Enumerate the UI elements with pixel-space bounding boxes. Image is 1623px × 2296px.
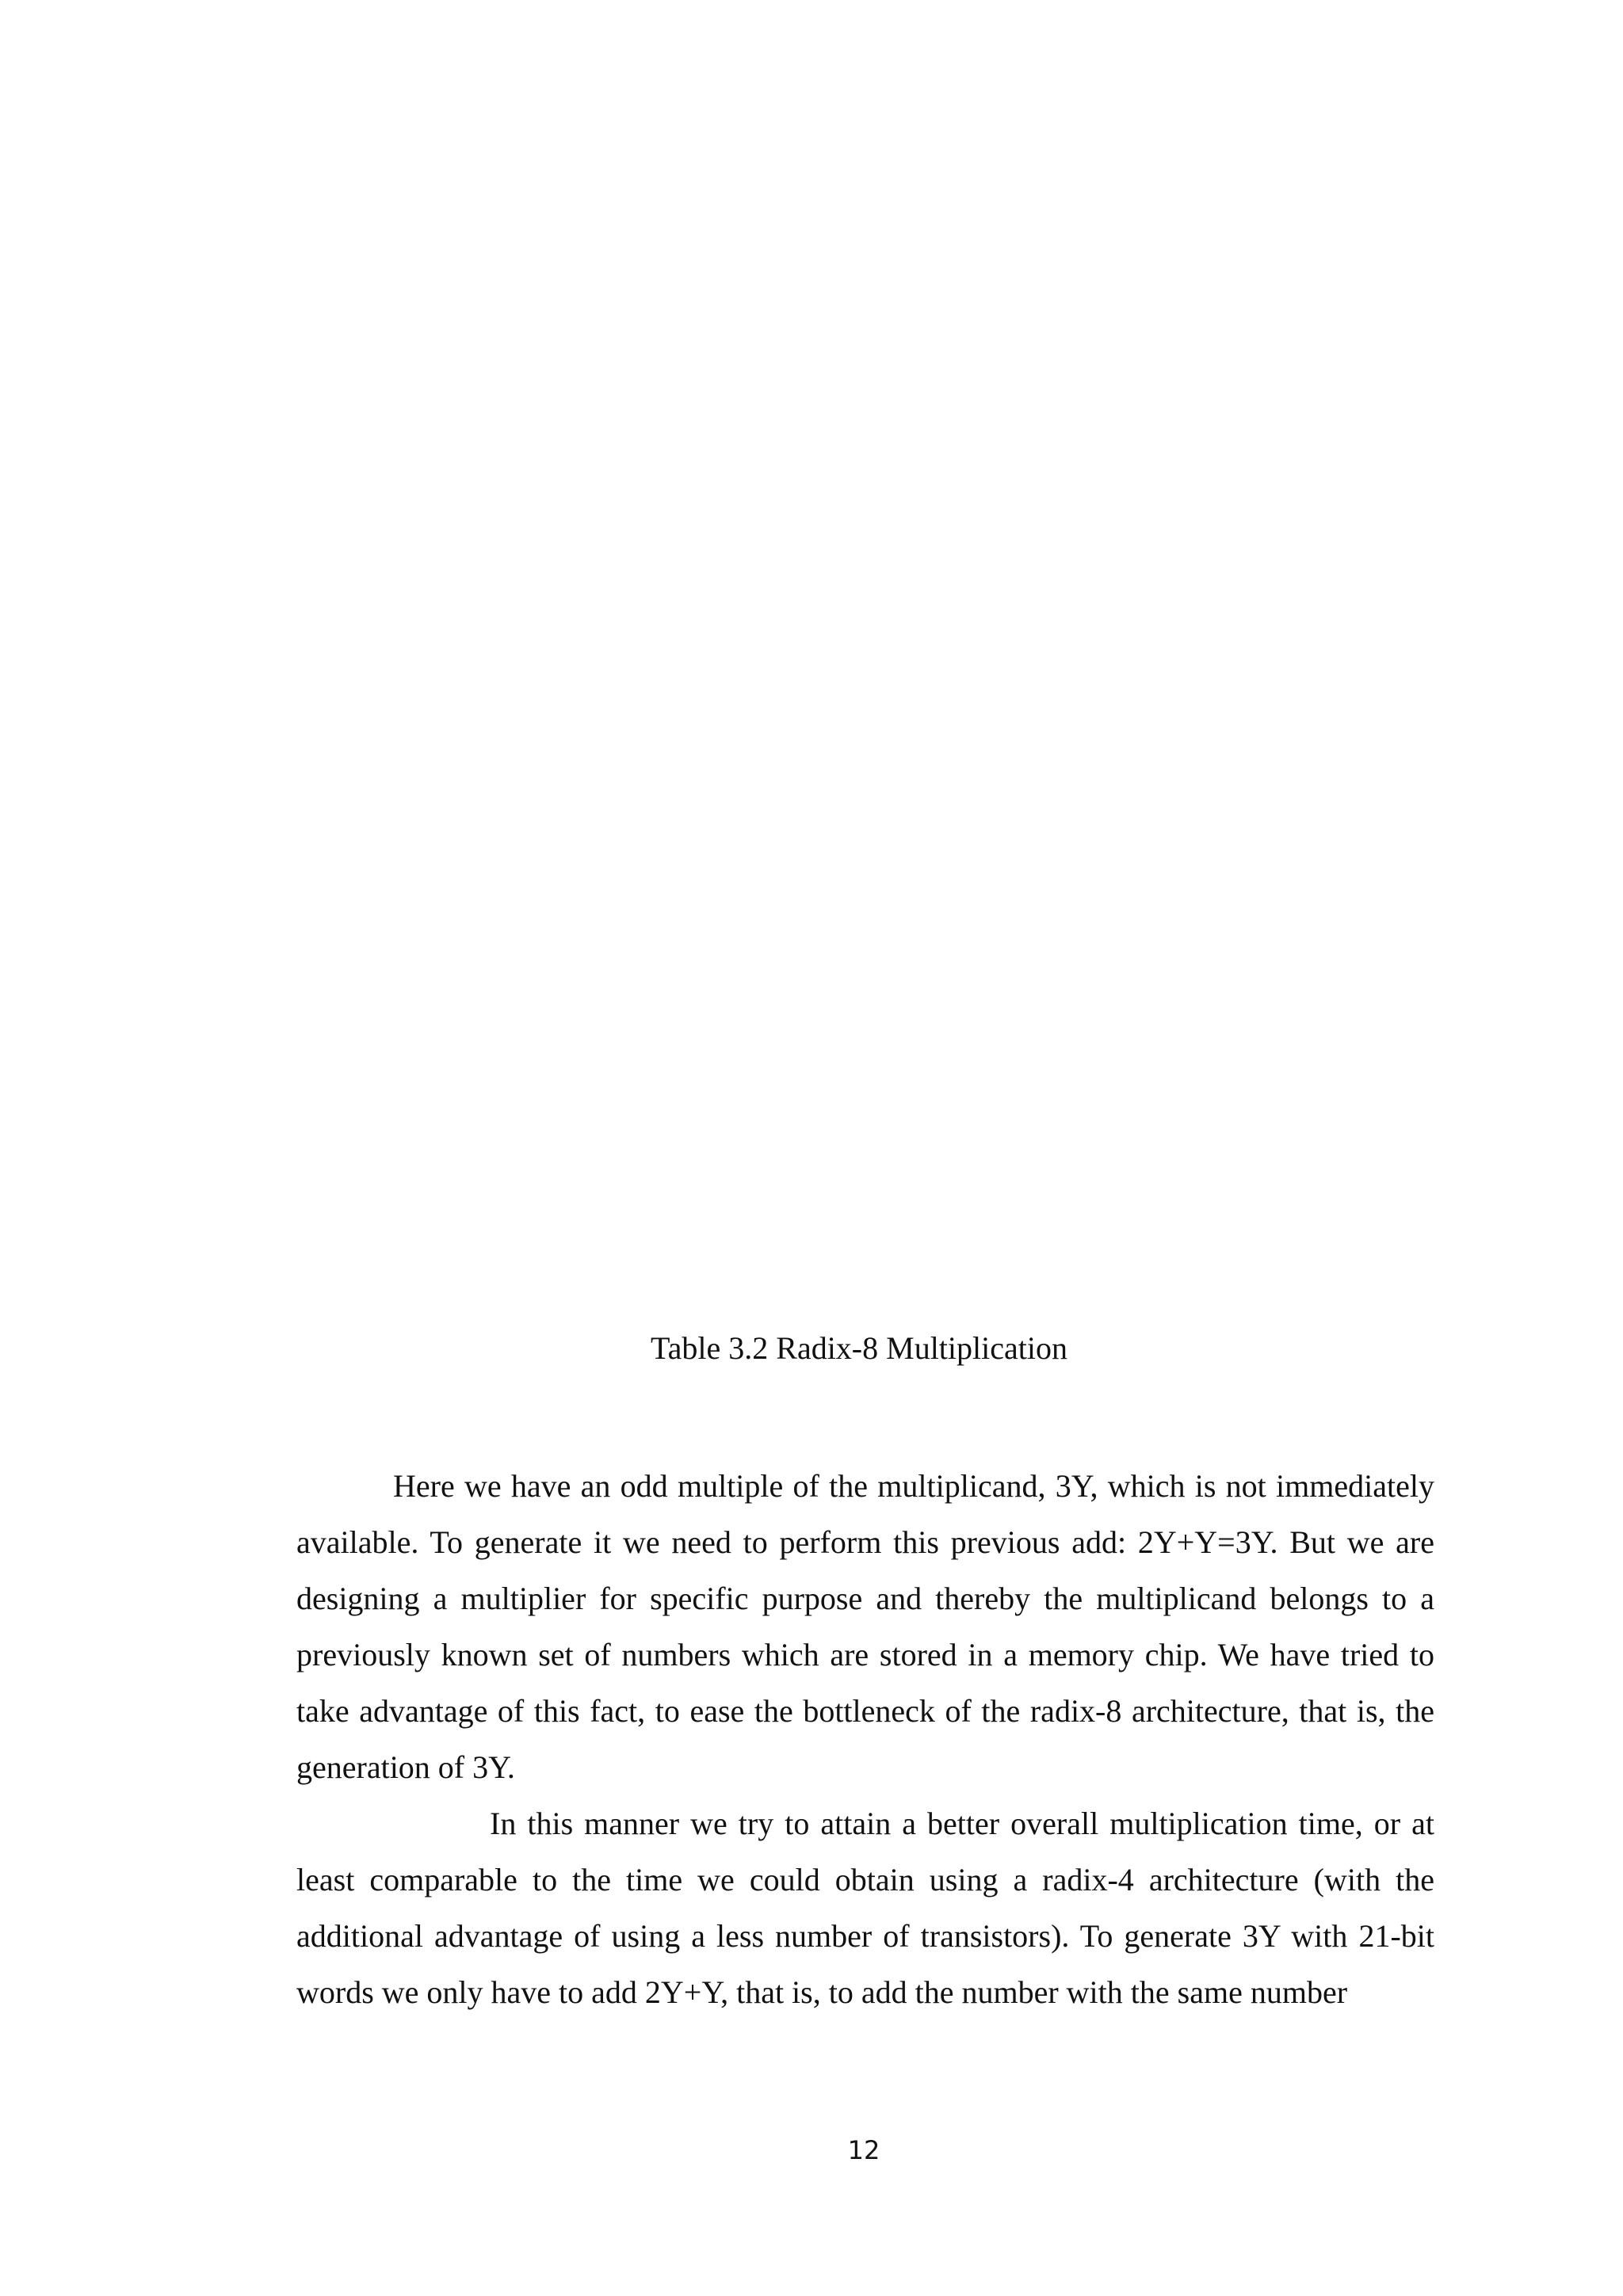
body-text (296, 1458, 1434, 2020)
paragraph-1: Here we have an odd multiple of the multiplicand, 3Y, which is not immediately available. To generate it we need to perform this previous add: 2Y+Y=3Y. But we are designing a multiplier for specific purpose and thereby the multiplicand belongs to a previously known set of numbers which are stored in a memory chip. We have tried to take advantage of this fact, to ease the bottleneck of the radix-8 architecture, that is, the generation of 3Y. (296, 1468, 1434, 1785)
table-caption: Table 3.2 Radix-8 Multiplication (651, 1330, 1067, 1366)
paragraph-2: In this manner we try to attain a better overall multiplication time, or at least comparable to the time we could obtain using a radix-4 architecture (with the additional advantage of using a less number of transistors). To generate 3Y with 21-bit words we only have to add 2Y+Y, that is, to add the number with the same number (296, 1806, 1434, 2010)
page-number: 12 (847, 2135, 880, 2165)
